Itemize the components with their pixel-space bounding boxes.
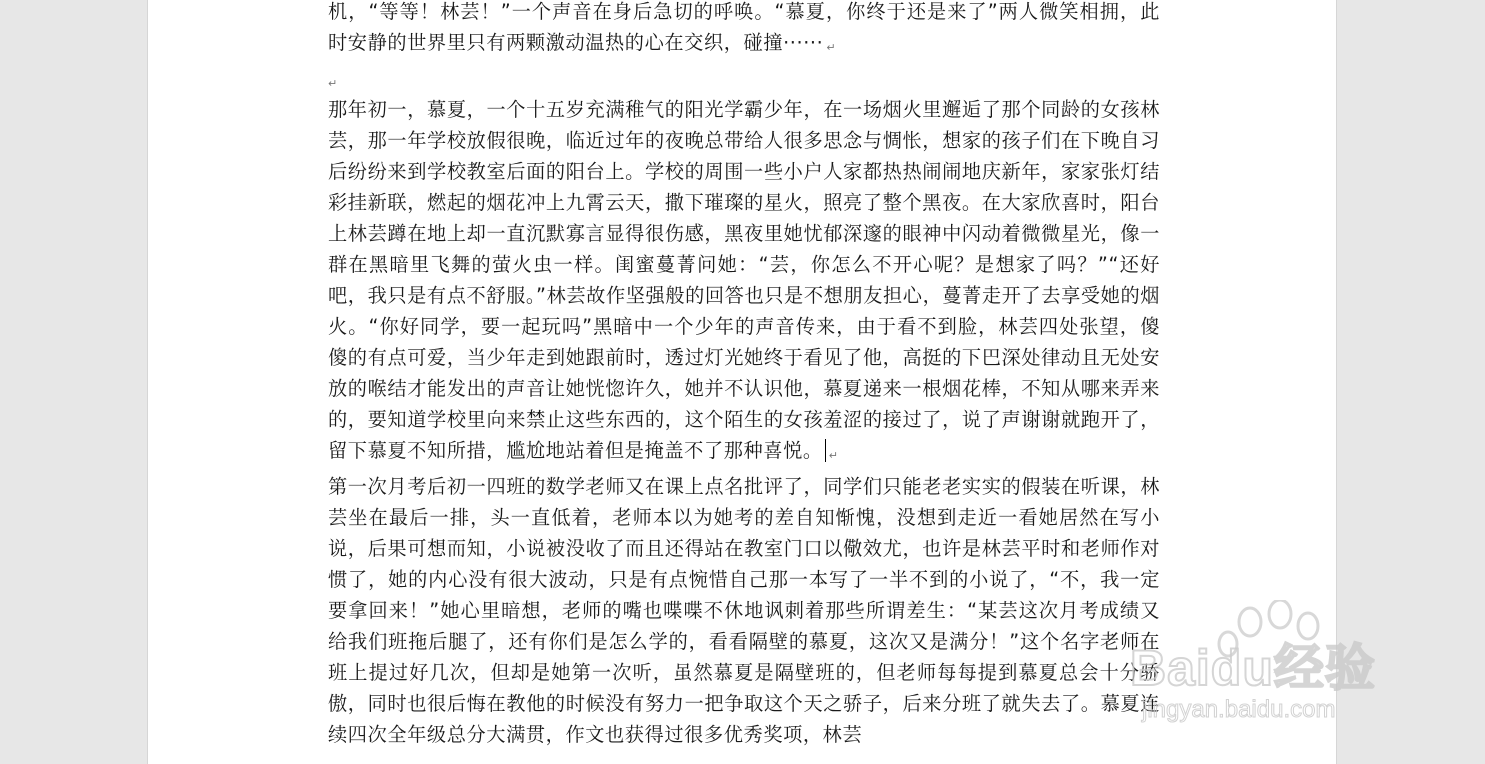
paragraph-mark-icon: ↵ [828, 449, 838, 462]
text-cursor [825, 439, 826, 462]
document-body[interactable] [328, 0, 1160, 750]
watermark-brand: Baidu经验 [1130, 640, 1376, 696]
paragraph-1-text: 机，“等等！林芸！”一个声音在身后急切的呼唤。“慕夏，你终于还是来了”两人微笑相拥，此时安静的世界里只有两颗激动温热的心在交织，碰撞······ [328, 0, 1160, 54]
baidu-jingyan-watermark [1130, 600, 1420, 740]
paragraph-3[interactable] [328, 471, 1160, 750]
paragraph-mark-icon: ↵ [826, 41, 836, 54]
paragraph-1[interactable] [328, 0, 1160, 63]
paragraph-2[interactable] [328, 94, 1160, 471]
empty-paragraph[interactable] [328, 63, 1160, 94]
paragraph-mark-icon: ↵ [328, 77, 338, 90]
paragraph-3-text: 第一次月考后初一四班的数学老师又在课上点名批评了，同学们只能老老实实的假装在听课，林芸坐在最后一排，头一直低着，老师本以为她考的差自知惭愧，没想到走近一看她居然在写小说，后果可想而知，小说被没收了而且还得站在教室门口以儆效尤，也许是林芸平时和老师作对惯了，她的内心没有很大波动，只是有点惋惜自己那一本写了一半不到的小说了，“不，我一定要拿回来！”她心里暗想，老师的嘴也喋喋不休地讽刺着那些所谓差生：“某芸这次月考成绩又给我们班拖后腿了，还有你们是怎么学的，看看隔壁的慕夏，这次又是满分！”这个名字老师在班上提过好几次，但却是她第一次听，虽然慕夏是隔壁班的，但老师每每提到慕夏总会十分骄傲，同时也很后悔在教他的时候没有努力一把争取这个天之骄子，后来分班了就失去了。慕夏连续四次全年级总分大满贯，作文也获得过很多优秀奖项，林芸 [328, 475, 1160, 746]
paragraph-2-text: 那年初一，慕夏，一个十五岁充满稚气的阳光学霸少年，在一场烟火里邂逅了那个同龄的女孩林芸，那一年学校放假很晚，临近过年的夜晚总带给人很多思念与惆怅，想家的孩子们在下晚自习后纷纷来到学校教室后面的阳台上。学校的周围一些小户人家都热热闹闹地庆新年，家家张灯结彩挂新联，燃起的烟花冲上九霄云天，撒下璀璨的星火，照亮了整个黑夜。在大家欣喜时，阳台上林芸蹲在地上却一直沉默寡言显得很伤感，黑夜里她忧郁深邃的眼神中闪动着微微星光，像一群在黑暗里飞舞的萤火虫一样。闺蜜蔓菁问她：“芸，你怎么不开心呢？是想家了吗？”“还好吧，我只是有点不舒服。”林芸故作坚强般的回答也只是不想朋友担心，蔓菁走开了去享受她的烟火。“你好同学，要一起玩吗”黑暗中一个少年的声音传来，由于看不到脸，林芸四处张望，傻傻的有点可爱，当少年走到她跟前时，透过灯光她终于看见了他，高挺的下巴深处律动且无处安放的喉结才能发出的声音让她恍惚许久，她并不认识他，慕夏递来一根烟花棒，不知从哪来弄来的，要知道学校里向来禁止这些东西的，这个陌生的女孩羞涩的接过了，说了声谢谢就跑开了，留下慕夏不知所措，尴尬地站着但是掩盖不了那种喜悦。 [328, 98, 1161, 462]
watermark-url: jingyan.baidu.com [1142, 696, 1336, 723]
